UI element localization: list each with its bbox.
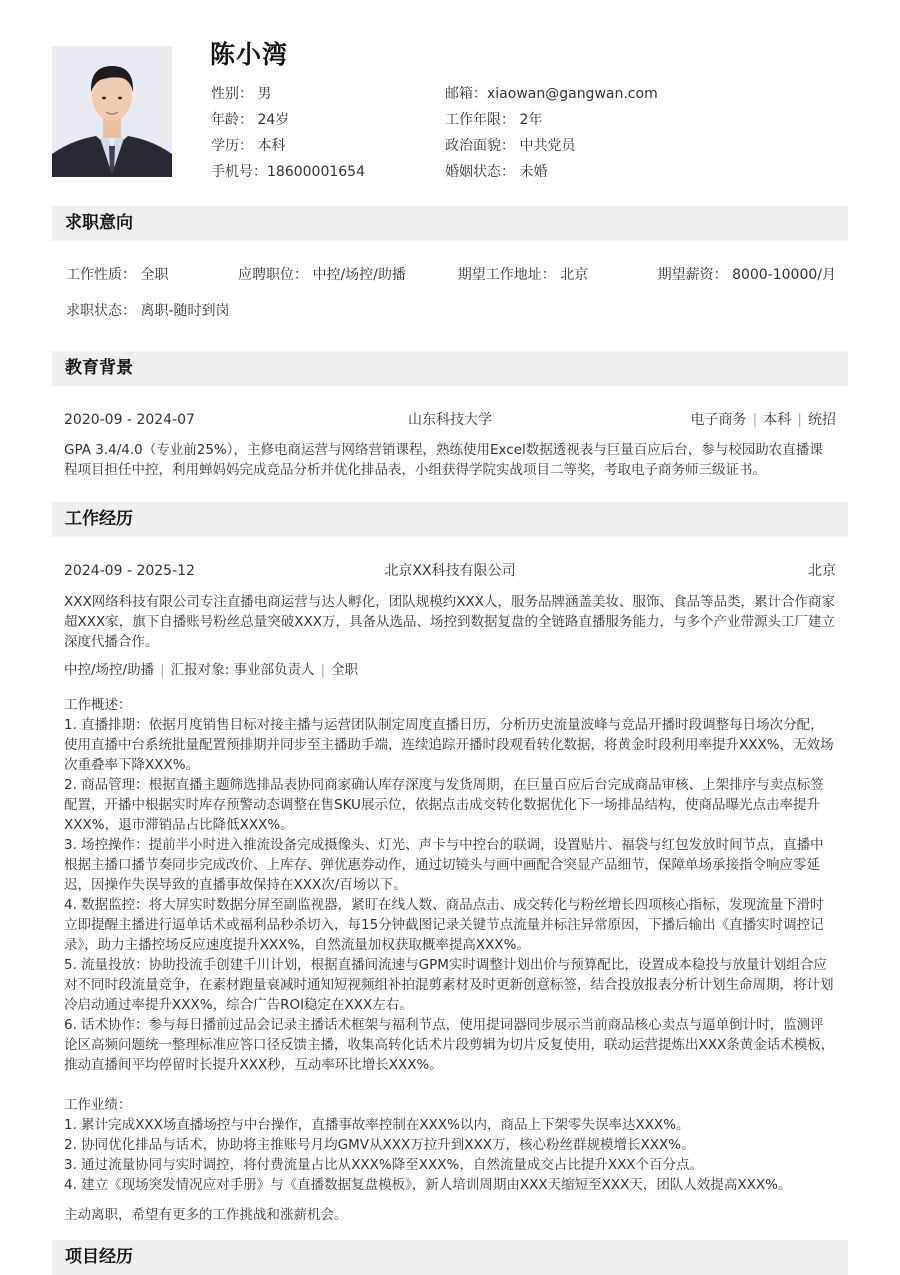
work-head <box>64 561 836 581</box>
overview-item: 1. 直播排期：依据月度销售目标对接主播与运营团队制定周度直播日历，分析历史流量波峰与竞品开播时段调整每日场次分配，使用直播中台系统批量配置预排期并同步至主播助手端，连续追踪开播时段观看转化数据，将黄金时段利用率提升XXX%，无效场次重叠率下降XXX%。 <box>64 717 834 773</box>
section-title: 项目经历 <box>65 1247 133 1267</box>
intent-location <box>458 265 658 286</box>
basic-info <box>211 81 705 185</box>
profile-photo <box>52 46 172 177</box>
section-header-education <box>52 351 848 386</box>
education-meta <box>579 410 836 430</box>
info-value: 男 <box>257 86 272 102</box>
education-description: GPA 3.4/4.0（专业前25%），主修电商运营与网络营销课程，熟练使用Excel数据透视表与巨量百应后台，参与校园助农直播课程项目担任中控，利用蝉妈妈完成竞品分析并优化排品表，小组获得学院实战项目二等奖，考取电子商务师三级证书。 <box>64 442 823 478</box>
overview-item: 6. 话术协作：参与每日播前过品会记录主播话术框架与福利节点，使用提词器同步展示当前商品核心卖点与逼单倒计时，监测评论区高频问题统一整理标准应答口径反馈主播，收集高转化话术片段剪辑为切片反复使用，联动运营提炼出XXX条黄金话术模板，推动直播间平均停留时长提升XXX秒，互动率环比增长XXX%。 <box>64 1017 835 1073</box>
overview-item: 5. 流量投放：协助投流手创建千川计划，根据直播间流速与GPM实时调整计划出价与预算配比，设置成本稳投与放量计划组合应对不同时段流量竞争，在素材跑量衰减时通知短视频组补拍混剪素材及时更新创意标签，结合投放报表分析计划生命周期，将计划冷启动通过率提升XXX%，综合广告ROI稳定在XXX左右。 <box>64 957 834 1013</box>
info-label: 政治面貌： <box>445 138 515 154</box>
work-position: 中控/场控/助播 <box>64 662 155 678</box>
work-overview <box>64 695 836 1075</box>
info-value: 24岁 <box>257 112 290 128</box>
education-school: 山东科技大学 <box>407 412 492 428</box>
info-label: 年龄： <box>211 112 253 128</box>
intent-row <box>66 265 836 286</box>
overview-item: 3. 场控操作：提前半小时进入推流设备完成摄像头、灯光、声卡与中控台的联调，设置贴片、福袋与红包发放时间节点，直播中根据主播口播节奏同步完成改价、上库存、弹优惠券动作，通过切镜头与画中画配合突显产品细节，保障单场承接指令响应零延迟，因操作失误导致的直播事故保持在XXX次/百场以下。 <box>64 837 824 893</box>
section-title: 教育背景 <box>65 358 133 378</box>
work-city: 北京 <box>807 563 836 579</box>
candidate-name: 陈小湾 <box>210 40 289 69</box>
info-value: 未婚 <box>519 164 548 180</box>
info-label: 婚姻状态： <box>445 164 515 180</box>
intent-label: 期望工作地址： <box>457 267 556 283</box>
results-item: 2. 协同优化排品与话术，协助将主推账号月均GMV从XXX万拉升到XXX万，核心粉丝群规模增长XXX%。 <box>64 1137 695 1153</box>
intent-status <box>66 301 230 322</box>
intent-value: 8000-10000/月 <box>732 267 836 283</box>
info-gender <box>211 81 445 107</box>
intent-salary <box>658 265 836 286</box>
education-enrollment: 统招 <box>807 412 836 428</box>
education-major: 电子商务 <box>690 412 747 428</box>
intent-position <box>238 265 458 286</box>
info-value: xiaowan@gangwan.com <box>487 86 658 102</box>
work-report: 汇报对象: 事业部负责人 <box>170 662 315 678</box>
work-company: 北京XX科技有限公司 <box>384 563 516 579</box>
education-degree: 本科 <box>763 412 792 428</box>
work-entry <box>64 561 836 1225</box>
info-education <box>211 133 445 159</box>
leave-reason: 主动离职，希望有更多的工作挑战和涨薪机会。 <box>64 1207 348 1223</box>
section-title: 工作经历 <box>65 509 133 529</box>
info-email <box>445 81 705 107</box>
divider: | <box>160 662 165 678</box>
info-value: 中共党员 <box>519 138 576 154</box>
info-age <box>211 107 445 133</box>
intent-label: 工作性质： <box>66 267 136 283</box>
intent-label: 应聘职位： <box>238 267 309 283</box>
education-date: 2020-09 - 2024-07 <box>64 412 195 428</box>
company-intro: XXX网络科技有限公司专注直播电商运营与达人孵化，团队规模约XXX人，服务品牌涵盖美妆、服饰、食品等品类，累计合作商家超XXX家，旗下自播账号粉丝总量突破XXX万，具备从选品、场控到数据复盘的全链路直播服务能力，与多个产业带源头工厂建立深度代播合作。 <box>64 594 835 650</box>
info-label: 邮箱： <box>445 86 487 102</box>
work-date: 2024-09 - 2025-12 <box>64 563 195 579</box>
work-tags <box>64 660 836 680</box>
info-value: 本科 <box>257 138 286 154</box>
intent-value: 北京 <box>560 267 589 283</box>
section-header-project <box>52 1240 848 1275</box>
overview-item: 2. 商品管理：根据直播主题筛选排品表协同商家确认库存深度与发货周期，在巨量百应后台完成商品审核、上架排序与卖点标签配置，开播中根据实时库存预警动态调整在售SKU展示位，依据点击成交转化数据优化下一场排品结构，使商品曝光点击率提升XXX%，退市滞销品占比降低XXX%。 <box>64 777 824 833</box>
divider: | <box>320 662 326 678</box>
overview-title: 工作概述： <box>64 697 132 713</box>
work-results <box>64 1095 836 1195</box>
overview-item: 4. 数据监控：将大屏实时数据分屏至副监视器，紧盯在线人数、商品点击、成交转化与粉丝增长四项核心指标，发现流量下滑时立即提醒主播进行逼单话术或福利品秒杀切入，每15分钟截图记录关键节点流量并标注异常原因，下播后输出《直播实时调控记录》，助力主播控场反应速度提升XXX%，自然流量加权获取概率提高XXX%。 <box>64 897 824 953</box>
intent-job-type <box>66 265 238 286</box>
education-entry <box>64 410 836 480</box>
info-phone <box>211 159 445 185</box>
info-label: 手机号： <box>211 164 267 180</box>
info-label: 工作年限： <box>445 112 515 128</box>
info-marital <box>445 159 705 185</box>
intent-value: 中控/场控/助播 <box>312 267 406 283</box>
intent-label: 期望薪资： <box>657 267 728 283</box>
info-political <box>445 133 705 159</box>
intent-label: 求职状态： <box>66 303 136 319</box>
education-head <box>64 410 836 430</box>
intent-row <box>66 301 836 322</box>
info-work-years <box>445 107 705 133</box>
section-header-work <box>52 502 848 537</box>
intent-value: 全职 <box>140 267 169 283</box>
results-item: 4. 建立《现场突发情况应对手册》与《直播数据复盘模板》，新人培训周期由XXX天缩短至XXX天，团队人效提高XXX%。 <box>64 1177 792 1193</box>
info-label: 学历： <box>211 138 253 154</box>
intent-value: 离职-随时到岗 <box>140 303 230 319</box>
divider: | <box>797 412 802 428</box>
info-value: 2年 <box>519 112 543 128</box>
section-header-intent <box>52 206 848 241</box>
info-label: 性别： <box>211 86 253 102</box>
section-title: 求职意向 <box>65 213 133 233</box>
results-title: 工作业绩： <box>64 1097 132 1113</box>
results-item: 3. 通过流量协同与实时调控，将付费流量占比从XXX%降至XXX%，自然流量成交占比提升XXX个百分点。 <box>64 1157 704 1173</box>
divider: | <box>752 412 758 428</box>
info-value: 18600001654 <box>267 164 365 180</box>
work-type: 全职 <box>331 662 359 678</box>
results-item: 1. 累计完成XXX场直播场控与中台操作，直播事故率控制在XXX%以内，商品上下架零失误率达XXX%。 <box>64 1117 690 1133</box>
